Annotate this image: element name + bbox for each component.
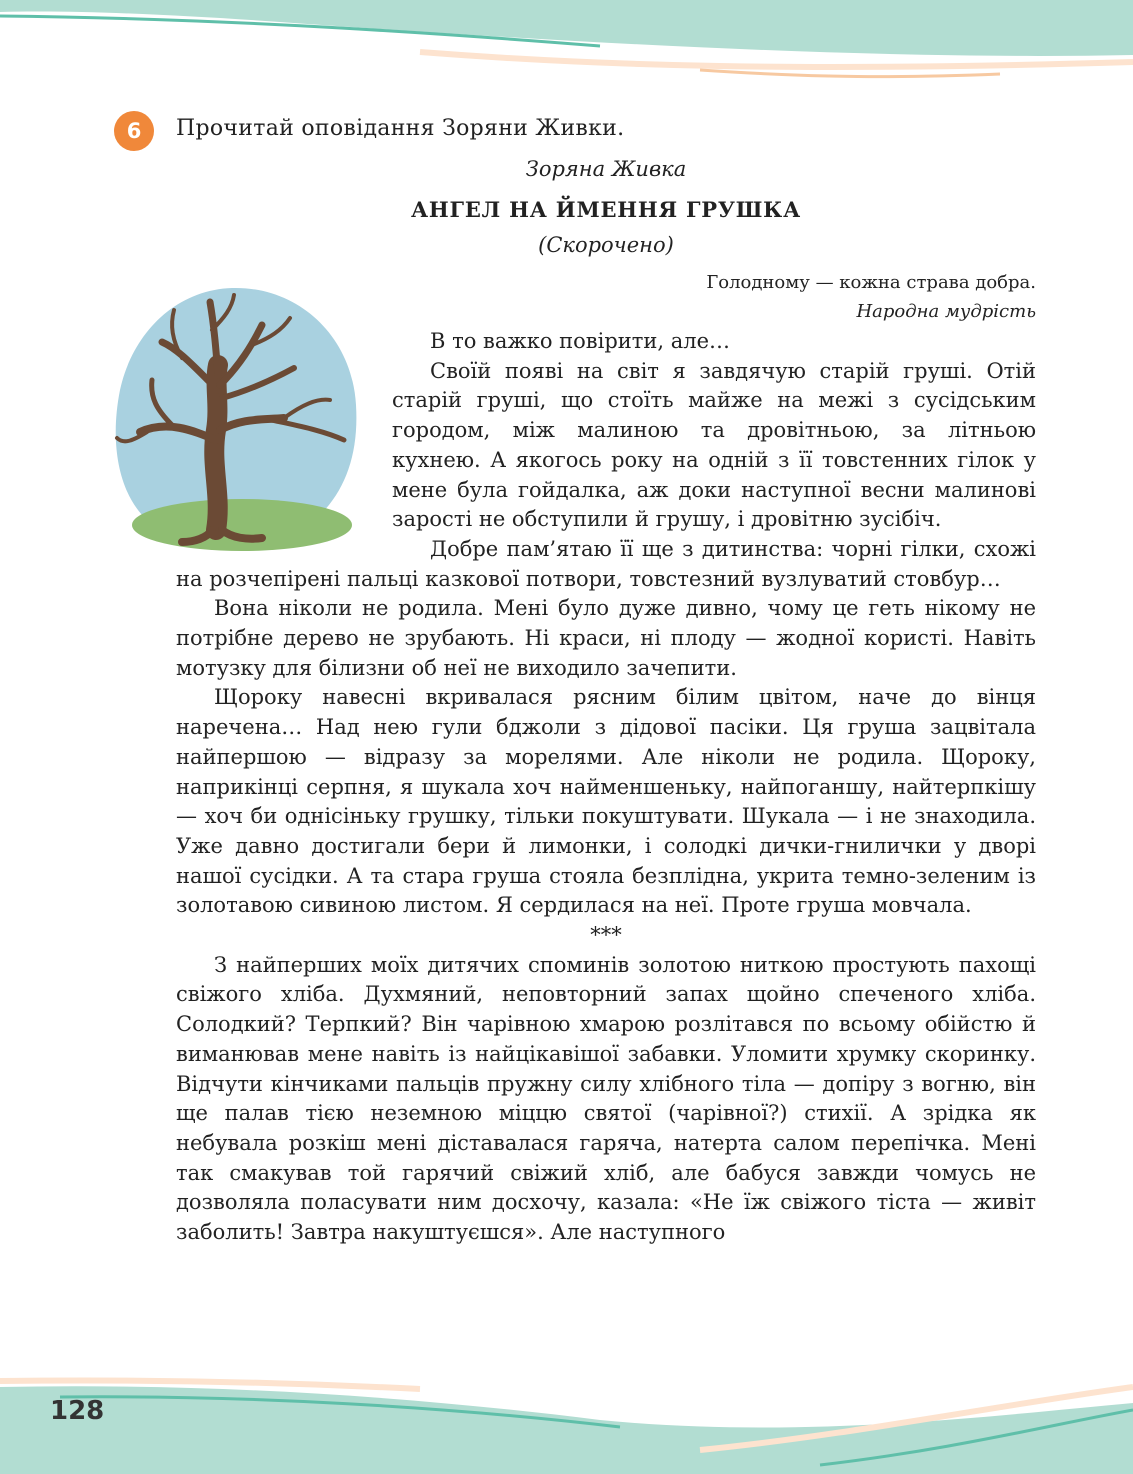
section-separator: *** — [590, 923, 622, 948]
story-body — [176, 327, 1036, 1248]
bottom-decorative-band — [0, 1365, 1133, 1474]
story-paragraph: Добре пам’ятаю її ще з дитинства: чорні гілки, схожі на розчепірені пальці казкової потвори, товстезний вузлуватий стовбур… — [176, 536, 1036, 591]
story-paragraph: Вона ніколи не родила. Мені було дуже дивно, чому це геть нікому не потрібне дерево не зрубають. Ні краси, ні плоду — жодної користі. Навіть мотузку для білизни об неї не виходило зачепити. — [176, 596, 1036, 680]
story-paragraph: З найперших моїх дитячих споминів золотою ниткою простують пахощі свіжого хліба. Духмяний, неповторний запах щойно спеченого хліба. Солодкий? Терпкий? Він чарівною хмарою розлітався по всьому обійстю й виманював мене навіть із найцікавішої забавки. Уломити хрумку скоринку. Відчути кінчиками пальців пружну силу хлібного тіла — допіру з вогню, він ще палав тією неземною міццю святої (чарівної?) стихії. А зрідка як небувала розкіш мені діставалася гаряча, натерта салом перепічка. Мені так смакував той гарячий свіжий хліб, але бабуся завжди чомусь не дозволяла поласувати ним досхочу, казала: «Не їж свіжого тіста — живіт заболить! Завтра накуштуєшся». Але наступного — [176, 952, 1036, 1245]
epigraph-source: Народна мудрість — [856, 301, 1036, 322]
story-paragraph: Щороку навесні вкривалася рясним білим цвітом, наче до вінця наречена… Над нею гули бджоли з дідової пасіки. Ця груша зацвітала найпершою — відразу за морелями. Але ніколи не родила. Щороку, наприкінці серпня, я шукала хоч найменшеньку, найпоганшу, найтерпкішу — хоч би однісіньку грушку, тільки покуштувати. Шукала — і не знаходила. Уже давно достигали бери й лимонки, і солодкі дички-гнилички у дворі нашої сусідки. А та стара груша стояла безплідна, укрита темно-зеленим із золотавою сивиною листом. Я сердилася на неї. Проте груша мовчала. — [176, 685, 1036, 918]
top-mint-band — [0, 0, 1133, 56]
top-orange-line — [700, 70, 1000, 77]
story-author: Зоряна Живка — [525, 157, 687, 181]
bottom-mint-band — [0, 1386, 1133, 1474]
story-paragraph: Своїй появі на світ я завдячую старій груші. Отій старій груші, що стоїть майже на межі з сусідським городом, між малиною та дровітньою, за літньою кухнею. А якогось року на одній з її товстенних гілок у мене була гойдалка, аж доки наступної весни малинові зарості не обступили й грушу, і дровітню зусібіч. — [392, 358, 1036, 532]
top-decorative-band — [0, 0, 1133, 95]
story-abridged-note: (Скорочено) — [538, 233, 674, 257]
epigraph-text: Голодному — кожна страва добра. — [706, 272, 1036, 293]
page-number: 128 — [50, 1396, 105, 1426]
task-instruction: Прочитай оповідання Зоряни Живки. — [176, 116, 625, 141]
illustration-wrap-spacer — [176, 327, 392, 559]
task-number-badge: 6 — [114, 111, 154, 151]
story-title: АНГЕЛ НА ЙМЕННЯ ГРУШКА — [411, 197, 801, 222]
story-paragraph: В то важко повірити, але… — [430, 329, 731, 353]
